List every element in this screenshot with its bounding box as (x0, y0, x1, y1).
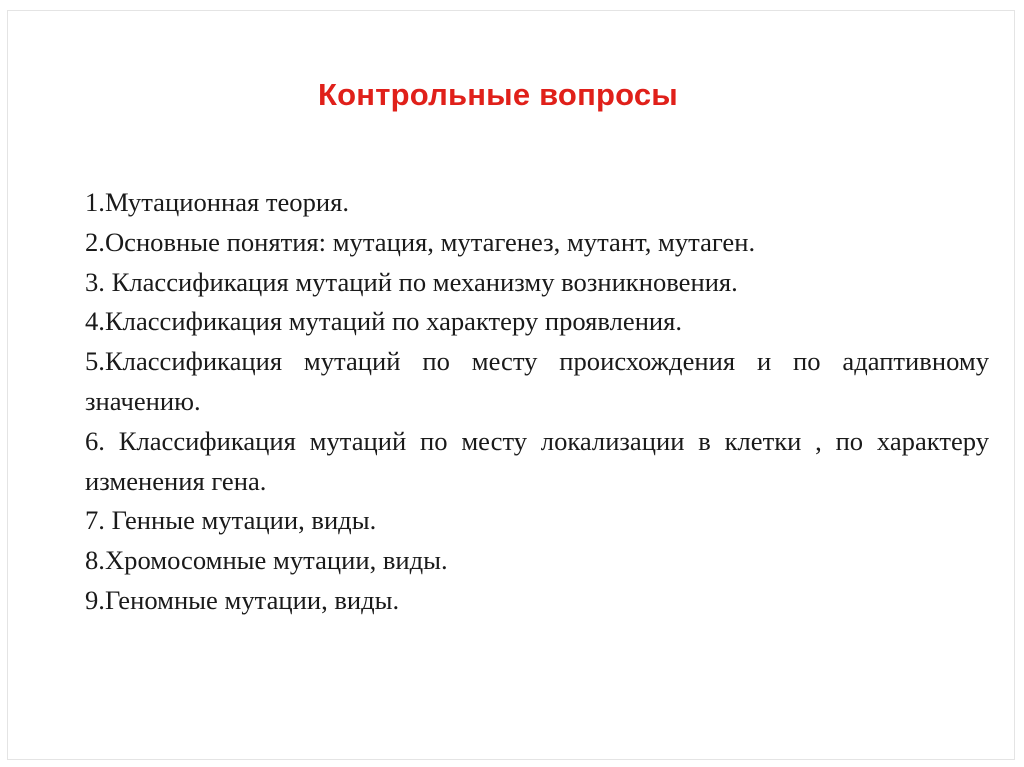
question-item: 2.Основные понятия: мутация, мутагенез, мутант, мутаген. (85, 226, 756, 257)
question-list (85, 183, 989, 621)
question-item: 7. Генные мутации, виды. (85, 505, 377, 536)
slide-title: Контрольные вопросы (318, 77, 678, 112)
slide (7, 10, 1015, 760)
question-item: 5.Классификация мутаций по месту происхождения и по адаптивному значению. (85, 346, 989, 416)
question-item: 9.Геномные мутации, виды. (85, 584, 400, 615)
question-item: 1.Мутационная теория. (85, 187, 350, 217)
question-item: 4.Классификация мутаций по характеру проявления. (85, 306, 683, 337)
question-item: 3. Классификация мутаций по механизму возникновения. (85, 266, 738, 297)
question-item: 6. Классификация мутаций по месту локализации в клетки , по характеру изменения гена. (85, 425, 989, 496)
question-item: 8.Хромосомные мутации, виды. (85, 545, 448, 576)
